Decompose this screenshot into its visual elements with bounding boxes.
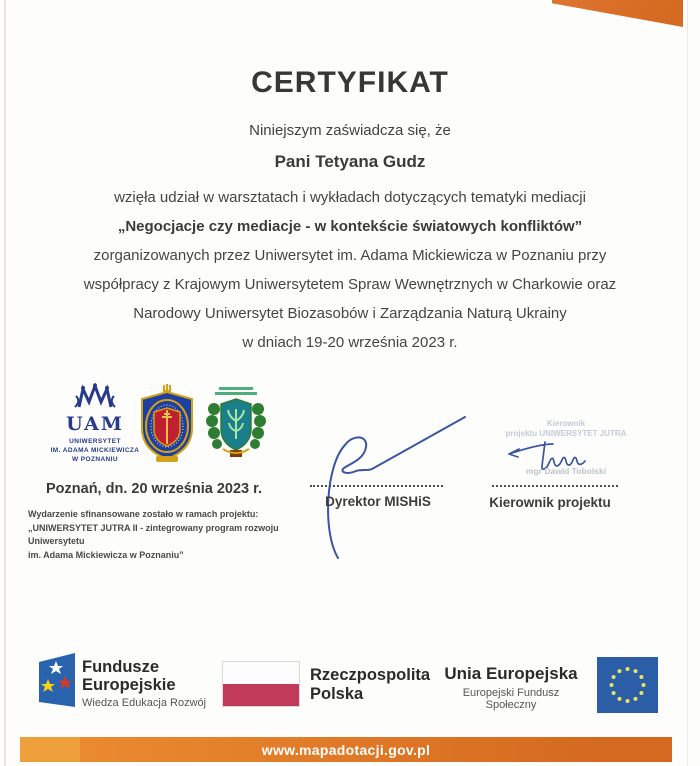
footer-url-bar <box>20 737 672 762</box>
funding-note-line: im. Adama Mickiewicza w Poznaniu” <box>28 549 184 560</box>
funding-note <box>28 508 328 562</box>
corner-accent-shape <box>552 0 683 27</box>
url-bar-light-segment <box>20 737 80 762</box>
event-title-line: „Negocjacje czy mediacje - w kontekście światowych konfliktów” <box>117 218 583 235</box>
scan-edge-artifact <box>4 0 6 766</box>
eu-label <box>436 664 586 711</box>
certificate-body <box>0 183 700 357</box>
uam-caption-line: W POZNANIU <box>72 456 118 463</box>
body-line: zorganizowanych przez Uniwersytet im. Adama Mickiewicza w Poznaniu przy <box>93 247 607 264</box>
director-signature-label: Dyrektor MISHiS <box>325 494 431 509</box>
kharkiv-university-emblem-icon <box>137 384 197 469</box>
certificate-title: CERTYFIKAT <box>251 66 449 99</box>
place-and-date: Poznań, dn. 20 września 2023 r. <box>46 481 262 497</box>
recipient-name: Pani Tetyana Gudz <box>274 152 426 171</box>
fe-subtitle: Wiedza Edukacja Rozwój <box>82 697 207 709</box>
poland-title-line: Rzeczpospolita <box>310 666 431 684</box>
poland-flag-icon <box>222 661 300 707</box>
signature-line <box>310 485 443 487</box>
body-line: wzięła udział w warsztatach i wykładach dotyczących tematyki mediacji <box>114 189 586 206</box>
funding-note-line: Wydarzenie sfinansowane zostało w ramach projektu: <box>28 509 259 519</box>
funding-note-line: Uniwersytetu <box>28 536 85 546</box>
event-dates-line: w dniach 19-20 września 2023 r. <box>242 334 458 351</box>
funding-note-line: „UNIWERSYTET JUTRA II - zintegrowany program rozwoju <box>28 522 279 533</box>
stamp-line: Kierownik <box>546 419 586 428</box>
uam-eagle-icon <box>69 396 121 413</box>
project-manager-signature-label: Kierownik projektu <box>489 495 611 510</box>
certificate-intro: Niniejszym zaświadcza się, że <box>249 122 451 139</box>
footer-url: www.mapadotacji.gov.pl <box>261 741 431 758</box>
fundusze-europejskie-label <box>82 658 206 709</box>
fe-title-line: Europejskie <box>82 676 176 694</box>
fundusze-europejskie-flag-icon <box>36 652 76 715</box>
uam-logo <box>45 383 145 464</box>
uam-caption-line: IM. ADAMA MICKIEWICZA <box>50 447 140 454</box>
body-line: Narodowy Uniwersytet Biozasobów i Zarządzania Naturą Ukrainy <box>133 305 567 322</box>
poland-label <box>310 666 430 704</box>
uam-abbreviation: UAM <box>66 413 124 435</box>
fe-title-line: Fundusze <box>82 658 159 676</box>
stamp-signer-name: mgr Dawid Tobolski <box>525 466 607 476</box>
poland-title-line: Polska <box>310 685 364 703</box>
body-line: współpracy z Krajowym Uniwersytetem Spraw Wewnętrznych w Charkowie oraz <box>83 276 617 293</box>
signature-line <box>492 485 618 487</box>
scan-edge-artifact <box>687 0 688 766</box>
eu-subtitle: Europejski Fundusz Społeczny <box>462 687 560 711</box>
nature-university-emblem-icon <box>205 387 267 464</box>
stamp-line: projektu UNIWERSYTET JUTRA <box>505 428 627 438</box>
eu-flag-icon <box>597 657 658 718</box>
eu-title: Unia Europejska <box>444 664 578 683</box>
uam-caption-line: UNIWERSYTET <box>69 438 121 445</box>
